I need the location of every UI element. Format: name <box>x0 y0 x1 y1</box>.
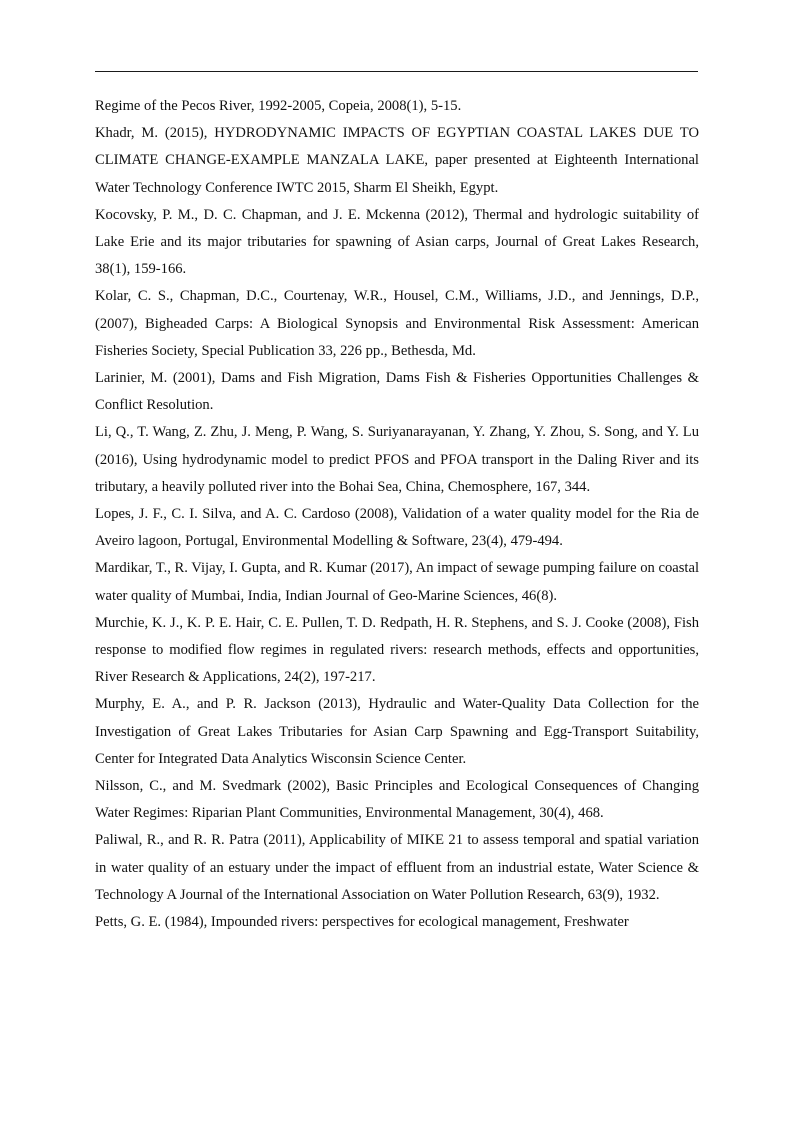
reference-entry: Kocovsky, P. M., D. C. Chapman, and J. E. Mckenna (2012), Thermal and hydrologic suitability of Lake Erie and its major tributaries for spawning of Asian carps, Journal of Great Lakes Research, 38(1), 159-166. <box>95 206 699 278</box>
reference-entry: Murphy, E. A., and P. R. Jackson (2013), Hydraulic and Water-Quality Data Collection for the Investigation of Great Lakes Tributaries for Asian Carp Spawning and Egg-Transport Suitability, Center for Integrated Data Analytics Wisconsin Science Center. <box>95 696 699 767</box>
reference-entry: Kolar, C. S., Chapman, D.C., Courtenay, W.R., Housel, C.M., Williams, J.D., and Jennings, D.P., (2007), Bigheaded Carps: A Biological Synopsis and Environmental Risk Assessment: American Fisheries Society, Special Publication 33, 226 pp., Bethesda, Md. <box>95 288 699 359</box>
reference-entry: Lopes, J. F., C. I. Silva, and A. C. Cardoso (2008), Validation of a water quality model for the Ria de Aveiro lagoon, Portugal, Environmental Modelling & Software, 23(4), 479-494. <box>95 506 699 550</box>
reference-entry: Li, Q., T. Wang, Z. Zhu, J. Meng, P. Wang, S. Suriyanarayanan, Y. Zhang, Y. Zhou, S. Song, and Y. Lu (2016), Using hydrodynamic model to predict PFOS and PFOA transport in the Daling River and its tributary, a heavily polluted river into the Bohai Sea, China, Chemosphere, 167, 344. <box>95 424 699 495</box>
reference-entry: Petts, G. E. (1984), Impounded rivers: perspectives for ecological management, Freshwater <box>95 914 629 931</box>
header-rule <box>95 71 698 72</box>
reference-entry: Murchie, K. J., K. P. E. Hair, C. E. Pullen, T. D. Redpath, H. R. Stephens, and S. J. Cooke (2008), Fish response to modified flow regimes in regulated rivers: research methods, effects and opportunities, River Research & Applications, 24(2), 197-217. <box>95 614 699 686</box>
reference-entry: Larinier, M. (2001), Dams and Fish Migration, Dams Fish & Fisheries Opportunities Challenges & Conflict Resolution. <box>95 370 699 414</box>
reference-entry: Khadr, M. (2015), HYDRODYNAMIC IMPACTS OF EGYPTIAN COASTAL LAKES DUE TO CLIMATE CHANGE-EXAMPLE MANZALA LAKE, paper presented at Eighteenth International Water Technology Conference IWTC 2015, Sharm El Sheikh, Egypt. <box>95 125 699 196</box>
reference-entry: Mardikar, T., R. Vijay, I. Gupta, and R. Kumar (2017), An impact of sewage pumping failure on coastal water quality of Mumbai, India, Indian Journal of Geo-Marine Sciences, 46(8). <box>95 560 699 604</box>
reference-entry: Paliwal, R., and R. R. Patra (2011), Applicability of MIKE 21 to assess temporal and spatial variation in water quality of an estuary under the impact of effluent from an industrial estate, Water Science & Technology A Journal of the International Association on Water Pollution Research, 63(9), 1932. <box>95 832 699 903</box>
reference-entry: Nilsson, C., and M. Svedmark (2002), Basic Principles and Ecological Consequences of Changing Water Regimes: Riparian Plant Communities, Environmental Management, 30(4), 468. <box>95 778 699 822</box>
reference-list <box>95 93 699 936</box>
reference-entry: Regime of the Pecos River, 1992-2005, Copeia, 2008(1), 5-15. <box>95 98 462 114</box>
